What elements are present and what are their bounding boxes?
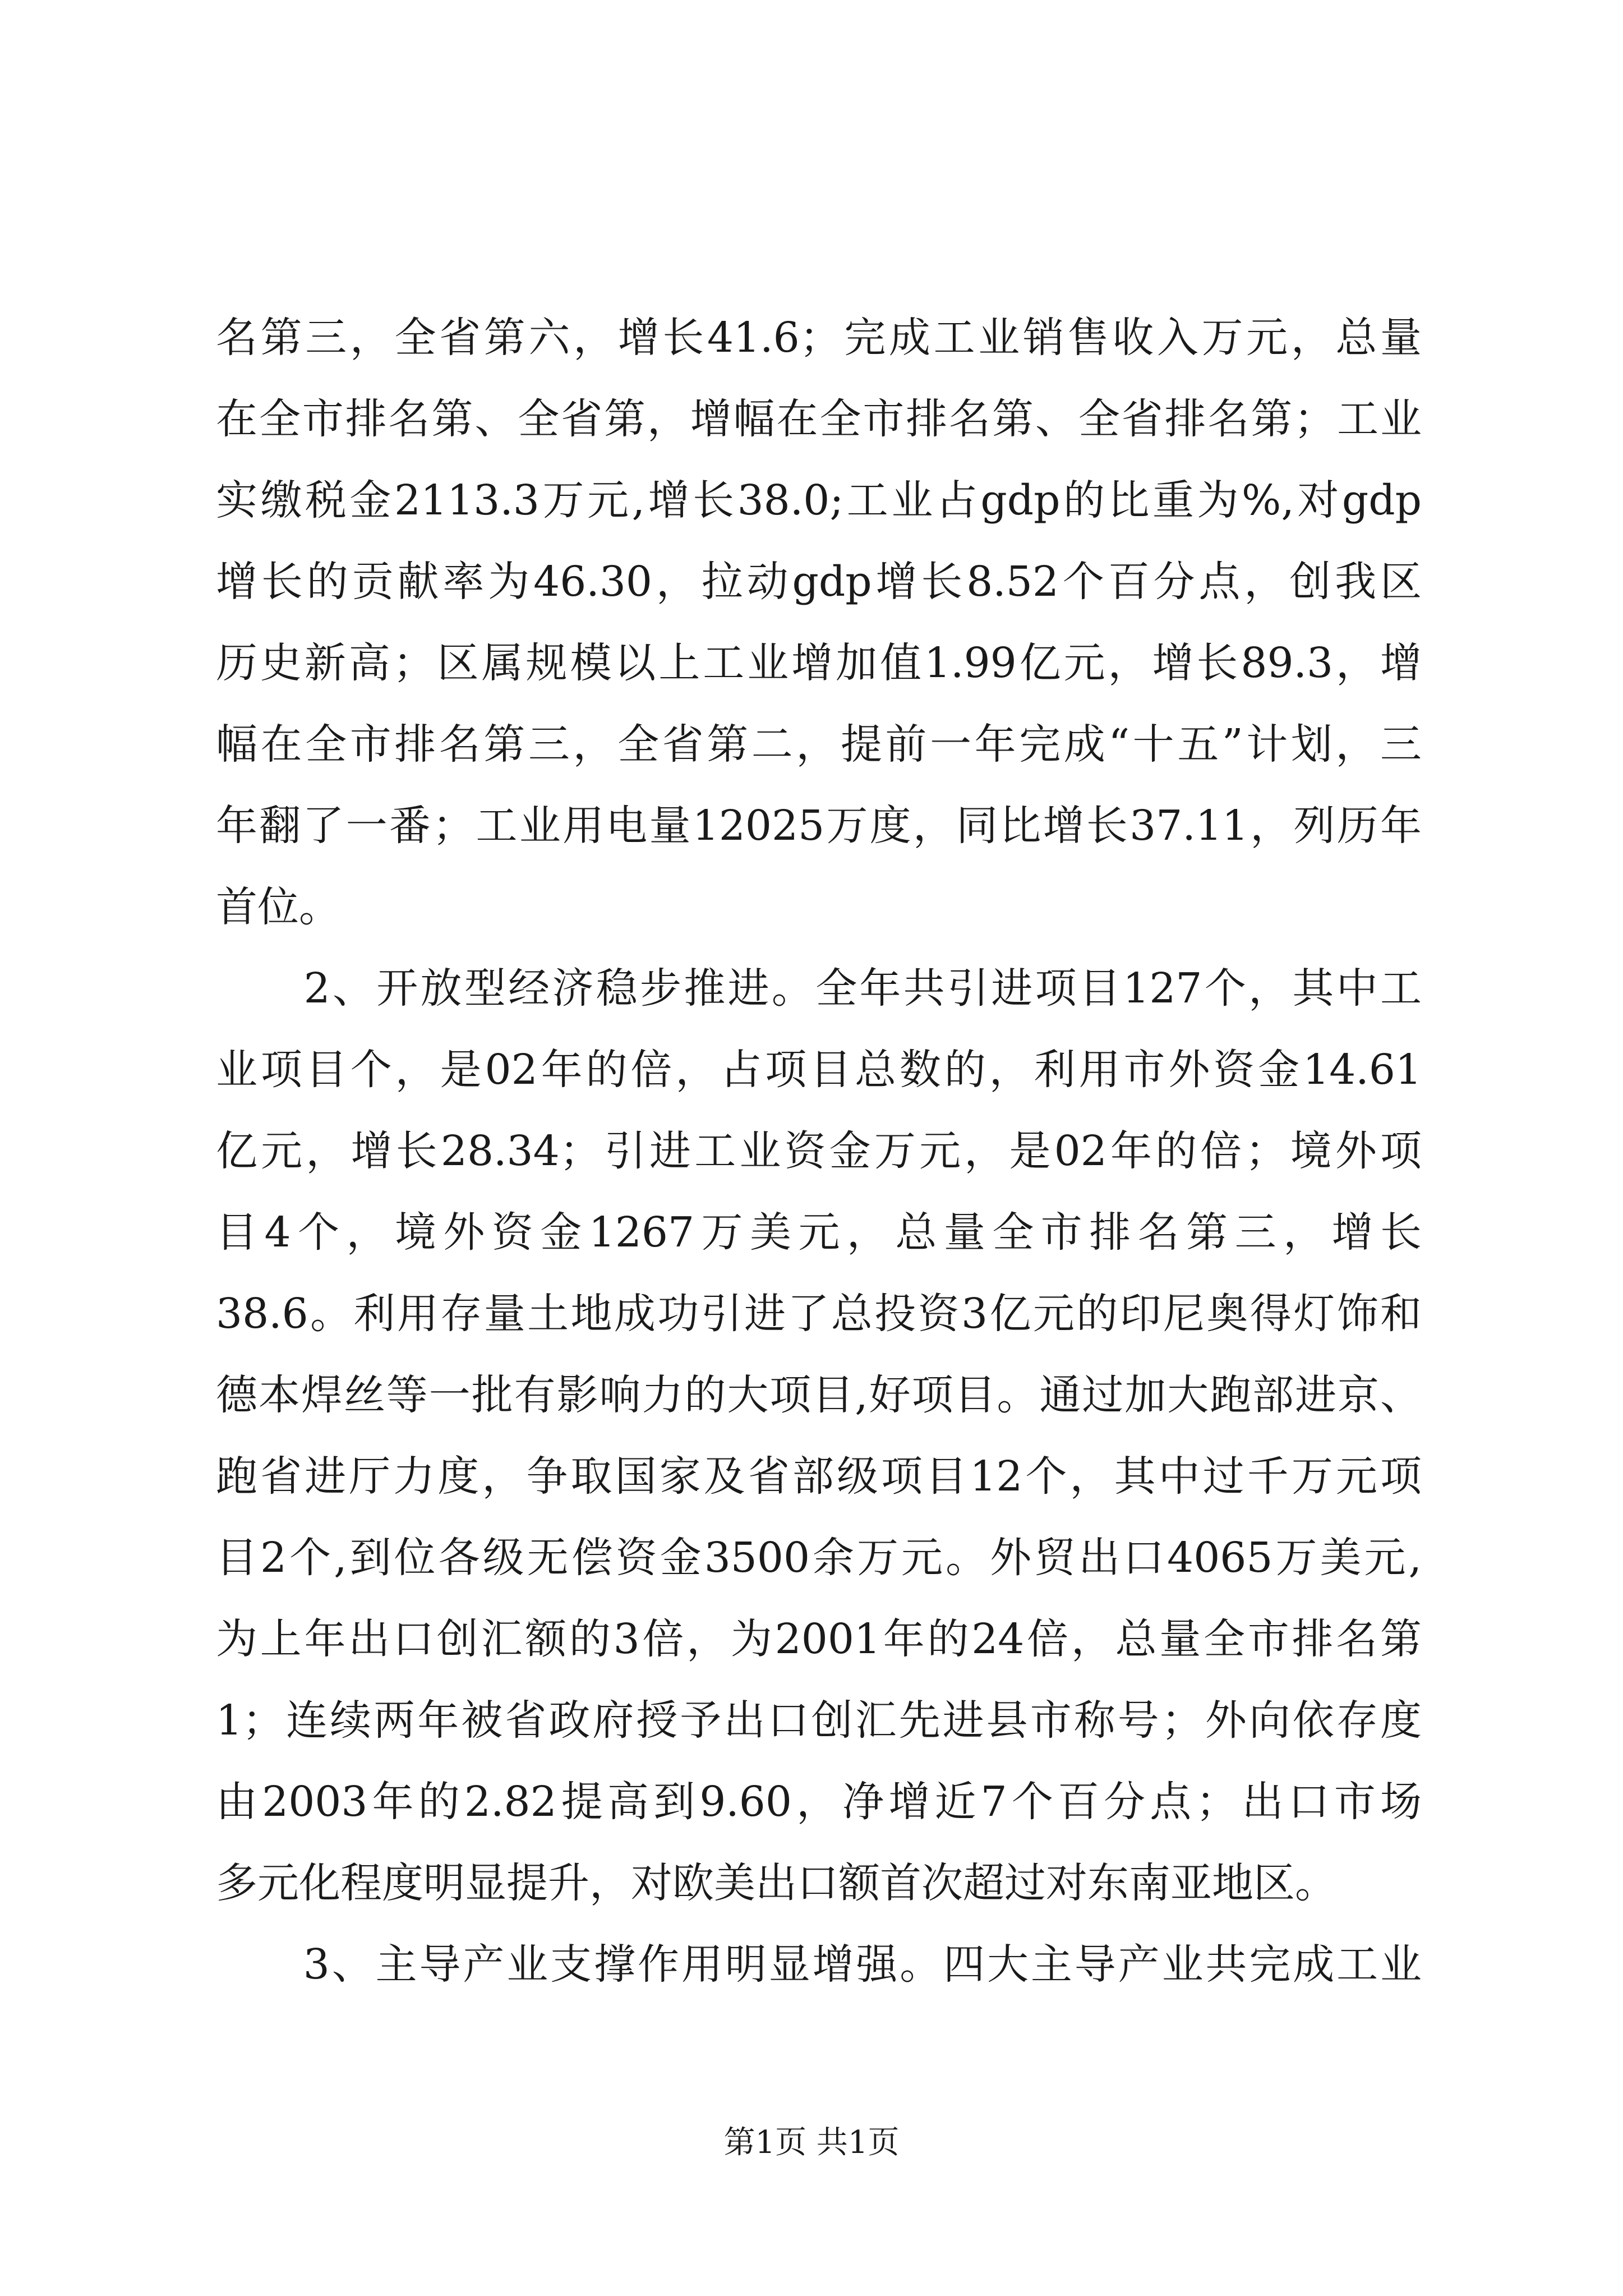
text-line: 1；连续两年被省政府授予出口创汇先进县市称号；外向依存度: [216, 1696, 1422, 1745]
text-line: 为上年出口创汇额的3倍，为2001年的24倍，总量全市排名第: [216, 1615, 1422, 1663]
text-line: 目4个，境外资金1267万美元，总量全市排名第三，增长: [216, 1208, 1422, 1257]
text-line: 多元化程度明显提升，对欧美出口额首次超过对东南亚地区。: [216, 1859, 1336, 1907]
text-line: 年翻了一番；工业用电量12025万度，同比增长37.11，列历年: [216, 802, 1422, 850]
text-line: 名第三，全省第六，增长41.6；完成工业销售收入万元，总量: [216, 314, 1422, 362]
text-line: 增长的贡献率为46.30，拉动gdp增长8.52个百分点，创我区: [216, 558, 1422, 606]
text-line: 2、开放型经济稳步推进。全年共引进项目127个，其中工: [216, 964, 1422, 1013]
text-line: 业项目个，是02年的倍，占项目总数的，利用市外资金14.61: [216, 1046, 1422, 1094]
text-line: 目2个,到位各级无偿资金3500余万元。外贸出口4065万美元,: [216, 1534, 1422, 1582]
text-line: 38.6。利用存量土地成功引进了总投资3亿元的印尼奥得灯饰和: [216, 1290, 1422, 1338]
paragraph-leading-industries: [216, 1924, 1422, 2005]
text-line: 首位。: [216, 883, 340, 931]
text-line: 实缴税金2113.3万元,增长38.0;工业占gdp的比重为%,对gdp: [216, 476, 1422, 524]
paragraph-industry-results: [216, 297, 1422, 948]
page-number: 第1页 共1页: [723, 2124, 900, 2161]
text-line: 亿元，增长28.34；引进工业资金万元，是02年的倍；境外项: [216, 1127, 1422, 1175]
text-line: 德本焊丝等一批有影响力的大项目,好项目。通过加大跑部进京、: [216, 1371, 1422, 1419]
text-line: 跑省进厅力度，争取国家及省部级项目12个，其中过千万元项: [216, 1452, 1422, 1501]
page-footer: [0, 2120, 1623, 2165]
text-line: 幅在全市排名第三，全省第二，提前一年完成“十五”计划，三: [216, 720, 1422, 769]
text-line: 在全市排名第、全省第，增幅在全市排名第、全省排名第；工业: [216, 395, 1422, 443]
paragraph-open-economy: [216, 948, 1422, 1924]
document-body: [216, 297, 1422, 2005]
text-line: 历史新高；区属规模以上工业增加值1.99亿元，增长89.3，增: [216, 639, 1422, 687]
text-line: 由2003年的2.82提高到9.60，净增近7个百分点；出口市场: [216, 1778, 1422, 1826]
text-line: 3、主导产业支撑作用明显增强。四大主导产业共完成工业: [216, 1940, 1422, 1989]
